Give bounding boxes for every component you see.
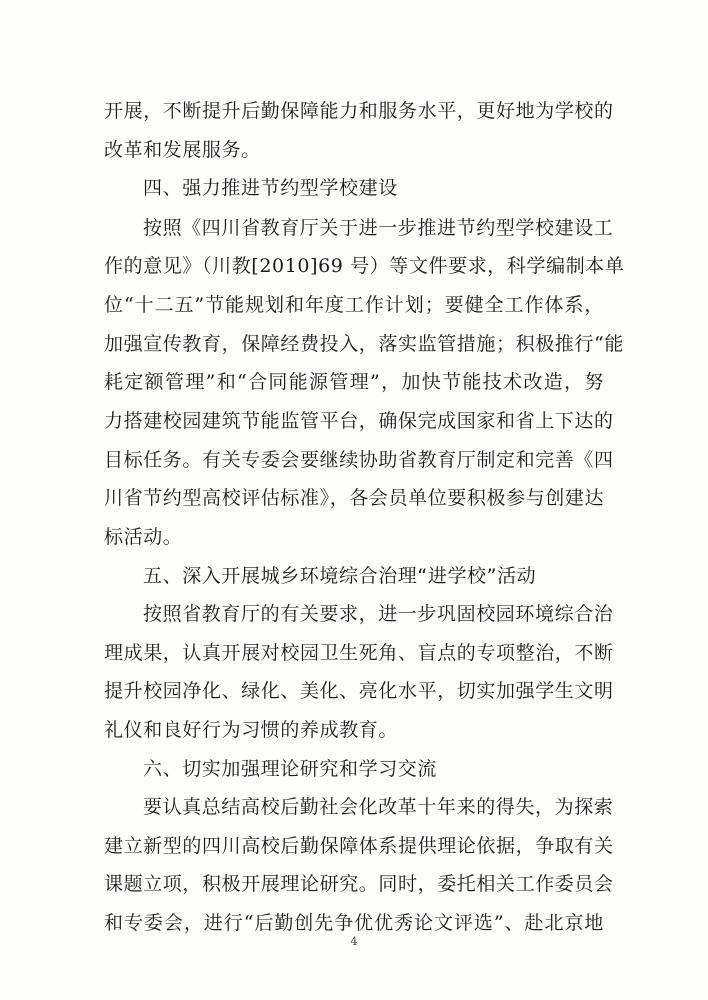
paragraph-line: 标活动。 xyxy=(104,526,183,548)
paragraph-line: 按照省教育厅的有关要求，进一步巩固校园环境综合治 xyxy=(143,603,614,625)
paragraph-line: 提升校园净化、绿化、美化、亮化水平，切实加强学生文明 xyxy=(104,680,614,702)
paragraph-line: 川省节约型高校评估标准》，各会员单位要积极参与创建达 xyxy=(104,487,605,509)
paragraph-line: 目标任务。有关专委会要继续协助省教育厅制定和完善《四 xyxy=(104,449,614,471)
paragraph-line: 开展，不断提升后勤保障能力和服务水平，更好地为学校的 xyxy=(104,100,614,122)
section-heading-4: 四、强力推进节约型学校建设 xyxy=(143,177,398,199)
paragraph-line: 理成果，认真开展对校园卫生死角、盲点的专项整治，不断 xyxy=(104,642,614,664)
paragraph-line: 要认真总结高校后勤社会化改革十年来的得失，为探索 xyxy=(143,796,614,818)
paragraph-line: 耗定额管理”和“合同能源管理”，加快节能技术改造，努 xyxy=(104,371,604,393)
section-heading-6: 六、切实加强理论研究和学习交流 xyxy=(143,758,438,780)
paragraph-line: 和专委会，进行“后勤创先争优优秀论文评选”、赴北京地 xyxy=(104,912,604,934)
paragraph-line: 建立新型的四川高校后勤保障体系提供理论依据，争取有关 xyxy=(104,835,614,857)
page-number: 4 xyxy=(350,935,358,948)
paragraph-line: 按照《四川省教育厅关于进一步推进节约型学校建设工 xyxy=(143,217,614,239)
paragraph-line: 力搭建校园建筑节能监管平台，确保完成国家和省上下达的 xyxy=(104,410,614,432)
paragraph-line: 课题立项，积极开展理论研究。同时，委托相关工作委员会 xyxy=(104,873,614,895)
paragraph-line: 礼仪和良好行为习惯的养成教育。 xyxy=(104,719,399,741)
section-heading-5: 五、深入开展城乡环境综合治理“进学校”活动 xyxy=(143,565,537,587)
paragraph-line: 作的意见》（川教[2010]69 号）等文件要求，科学编制本单 xyxy=(104,255,625,277)
paragraph-line: 改革和发展服务。 xyxy=(104,139,261,161)
paragraph-line: 加强宣传教育，保障经费投入，落实监管措施；积极推行“能 xyxy=(104,333,624,355)
paragraph-line: 位“十二五”节能规划和年度工作计划；要健全工作体系， xyxy=(104,294,604,316)
